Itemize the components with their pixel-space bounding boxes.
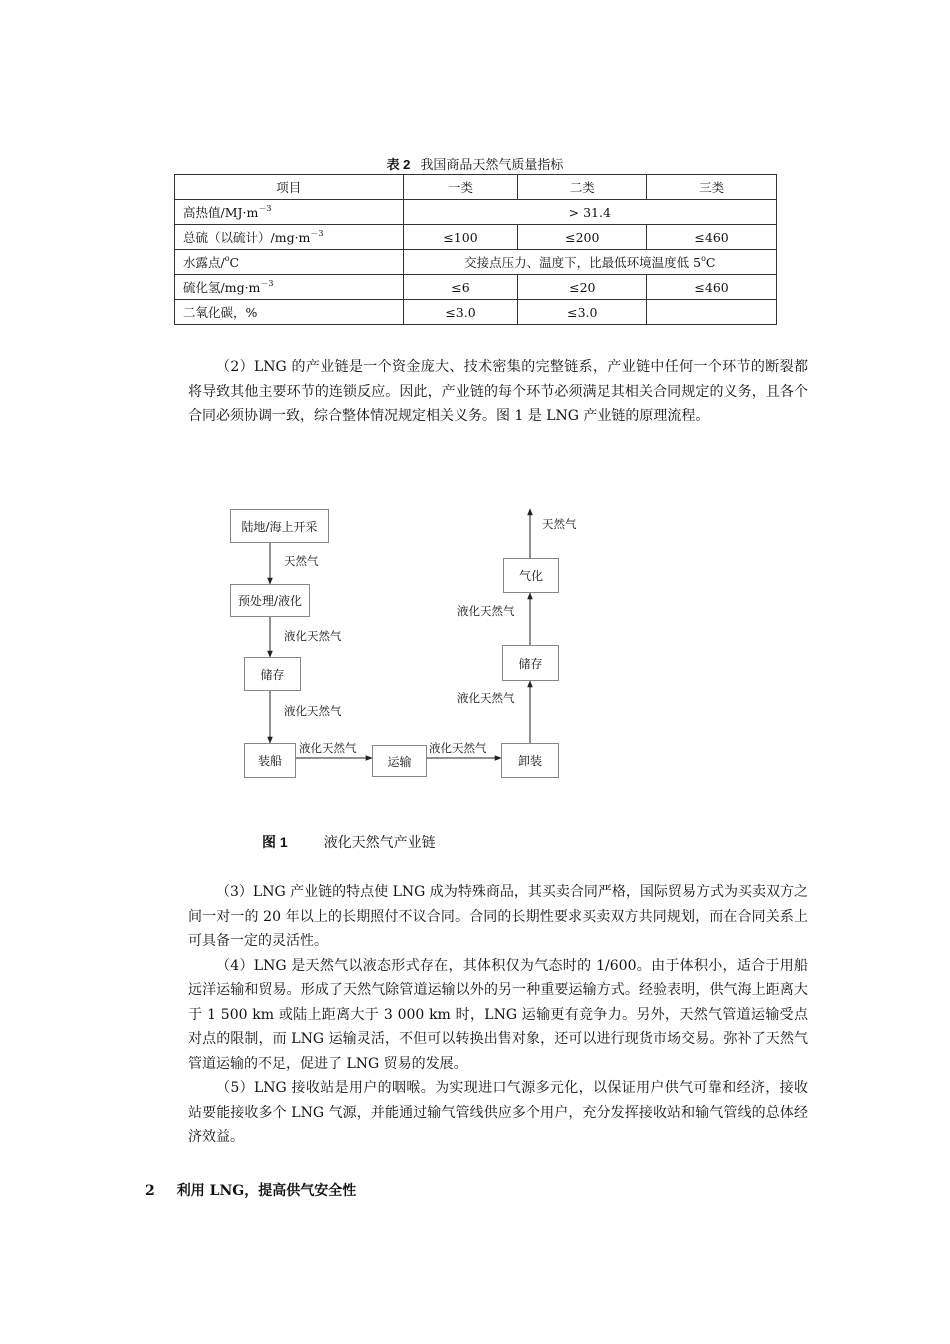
row-class-3: ≤460	[647, 225, 777, 250]
section-title: 利用 LNG，提高供气安全性	[176, 1183, 357, 1199]
header-class-2: 二类	[518, 175, 647, 200]
header-class-1: 一类	[403, 175, 518, 200]
row-class-2: ≤3.0	[518, 300, 647, 325]
label-natural-gas-out: 天然气	[542, 517, 577, 531]
paragraph-3: （3）LNG 产业链的特点使 LNG 成为特殊商品，其买卖合同严格，国际贸易方式为买卖双方之间一对一的 20 年以上的长期照付不议合同。合同的长期性要求买卖双方共同规划，而在合同关系上可具备一定的灵活性。	[188, 884, 808, 949]
table-caption-title: 我国商品天然气质量指标	[420, 158, 564, 173]
label-natural-gas-1: 天然气	[284, 554, 319, 568]
table-caption-label: 表 2	[386, 157, 411, 172]
figure-label: 图 1	[262, 834, 288, 850]
box-mining: 陆地/海上开采	[230, 509, 329, 543]
box-gasify: 气化	[503, 558, 559, 593]
paragraph-text: （2）LNG 的产业链是一个资金庞大、技术密集的完整链系，产业链中任何一个环节的断裂都将导致其他主要环节的连锁反应。因此，产业链的每个环节必须满足其相关合同规定的义务，且各个合同必须协调一致，综合整体情况规定相关义务。图 1 是 LNG 产业链的原理流程。	[188, 359, 808, 424]
row-item: 二氧化碳，%	[175, 300, 404, 325]
label-lng-1: 液化天然气	[284, 629, 342, 643]
row-class-2: ≤200	[518, 225, 647, 250]
row-item: 总硫（以硫计）$/mg\cdot m^{-3}$	[175, 225, 404, 250]
figure-caption	[262, 832, 436, 852]
row-merged-value: 交接点压力、温度下，比最低环境温度低 5$^o$C	[403, 250, 776, 275]
label-lng-5: 液化天然气	[457, 691, 515, 705]
row-class-1: ≤6	[403, 275, 518, 300]
row-class-1: ≤100	[403, 225, 518, 250]
row-item: 高热值$/MJ\cdot m^{-3}$	[175, 200, 404, 225]
label-lng-2: 液化天然气	[284, 704, 342, 718]
box-transport: 运输	[372, 745, 427, 777]
row-item: 硫化氢$/mg\cdot m^{-3}$	[175, 275, 404, 300]
paragraph-group	[188, 880, 808, 1150]
box-pretreat-liquefy: 预处理/液化	[230, 584, 310, 617]
row-merged-value: > 31.4	[403, 200, 776, 225]
paragraph-5: （5）LNG 接收站是用户的咽喉。为实现进口气源多元化，以保证用户供气可靠和经济，接收站要能接收多个 LNG 气源，并能通过输气管线供应多个用户，充分发挥接收站和输气管线的总体经济效益。	[188, 1080, 808, 1145]
row-class-3: ≤460	[647, 275, 777, 300]
box-storage-destination: 储存	[502, 645, 559, 681]
section-number: 2	[145, 1183, 155, 1199]
section-heading	[145, 1180, 356, 1200]
box-unloading: 卸装	[501, 743, 559, 778]
label-lng-3: 液化天然气	[299, 741, 357, 755]
row-class-1: ≤3.0	[403, 300, 518, 325]
row-class-2: ≤20	[518, 275, 647, 300]
label-lng-4: 液化天然气	[429, 741, 487, 755]
header-class-3: 三类	[647, 175, 777, 200]
paragraph-4: （4）LNG 是天然气以液态形式存在，其体积仅为气态时的 1/600。由于体积小，适合于用船远洋运输和贸易。形成了天然气除管道运输以外的另一种重要运输方式。经验表明，供气海上距离大于 1 500 km 或陆上距离大于 3 000 km 时，LNG 运输更有竞争力。另外，天然气管道运输受点对点的限制，而 LNG 运输灵活，不但可以转换出售对象，还可以进行现货市场交易。弥补了天然气管道运输的不足，促进了 LNG 贸易的发展。	[188, 957, 808, 1072]
figure-title: 液化天然气产业链	[323, 835, 436, 851]
header-item: 项目	[175, 175, 404, 200]
box-storage-origin: 储存	[244, 657, 301, 691]
label-lng-6: 液化天然气	[457, 604, 515, 618]
row-item: 水露点/$^o$C	[175, 250, 404, 275]
box-ship-loading: 装船	[244, 743, 296, 778]
